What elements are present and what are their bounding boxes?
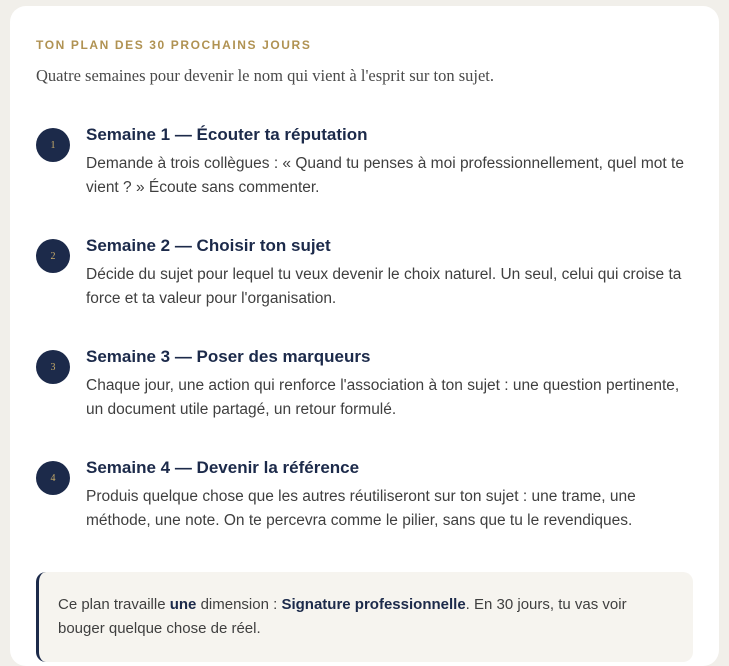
step-description: Chaque jour, une action qui renforce l'association à ton sujet : une question pertinente, un document utile partagé, un retour formulé. [86,377,680,418]
step-title: Semaine 1 — Écouter ta réputation [86,125,368,144]
note-emphasis: une [169,596,197,613]
note-text: dimension : [196,596,282,613]
step-description: Décide du sujet pour lequel tu veux devenir le choix naturel. Un seul, celui qui croise ta force et ta valeur pour l'organisation. [86,266,682,307]
step-title: Semaine 4 — Devenir la référence [86,458,360,477]
plan-note-callout [36,572,693,662]
plan-subtitle: Quatre semaines pour devenir le nom qui vient à l'esprit sur ton sujet. [36,66,494,85]
note-dimension-name: Signature professionnelle [281,596,466,613]
note-text: . En 30 jours, tu vas voir bouger quelque chose de réel. [58,596,627,637]
step-number-badge: 2 [36,239,70,273]
step-title: Semaine 3 — Poser des marqueurs [86,347,371,366]
note-text: Ce plan travaille [58,596,170,613]
plan-card [10,6,719,666]
step-number-badge: 3 [36,350,70,384]
step-number-badge: 1 [36,128,70,162]
step-number-badge: 4 [36,461,70,495]
step-title: Semaine 2 — Choisir ton sujet [86,236,331,255]
plan-eyebrow: TON PLAN DES 30 PROCHAINS JOURS [36,38,312,52]
step-description: Produis quelque chose que les autres réutiliseront sur ton sujet : une trame, une méthode, une note. On te percevra comme le pilier, sans que tu le revendiques. [86,488,636,529]
step-description: Demande à trois collègues : « Quand tu penses à moi professionnellement, quel mot te vient ? » Écoute sans commenter. [86,155,684,196]
